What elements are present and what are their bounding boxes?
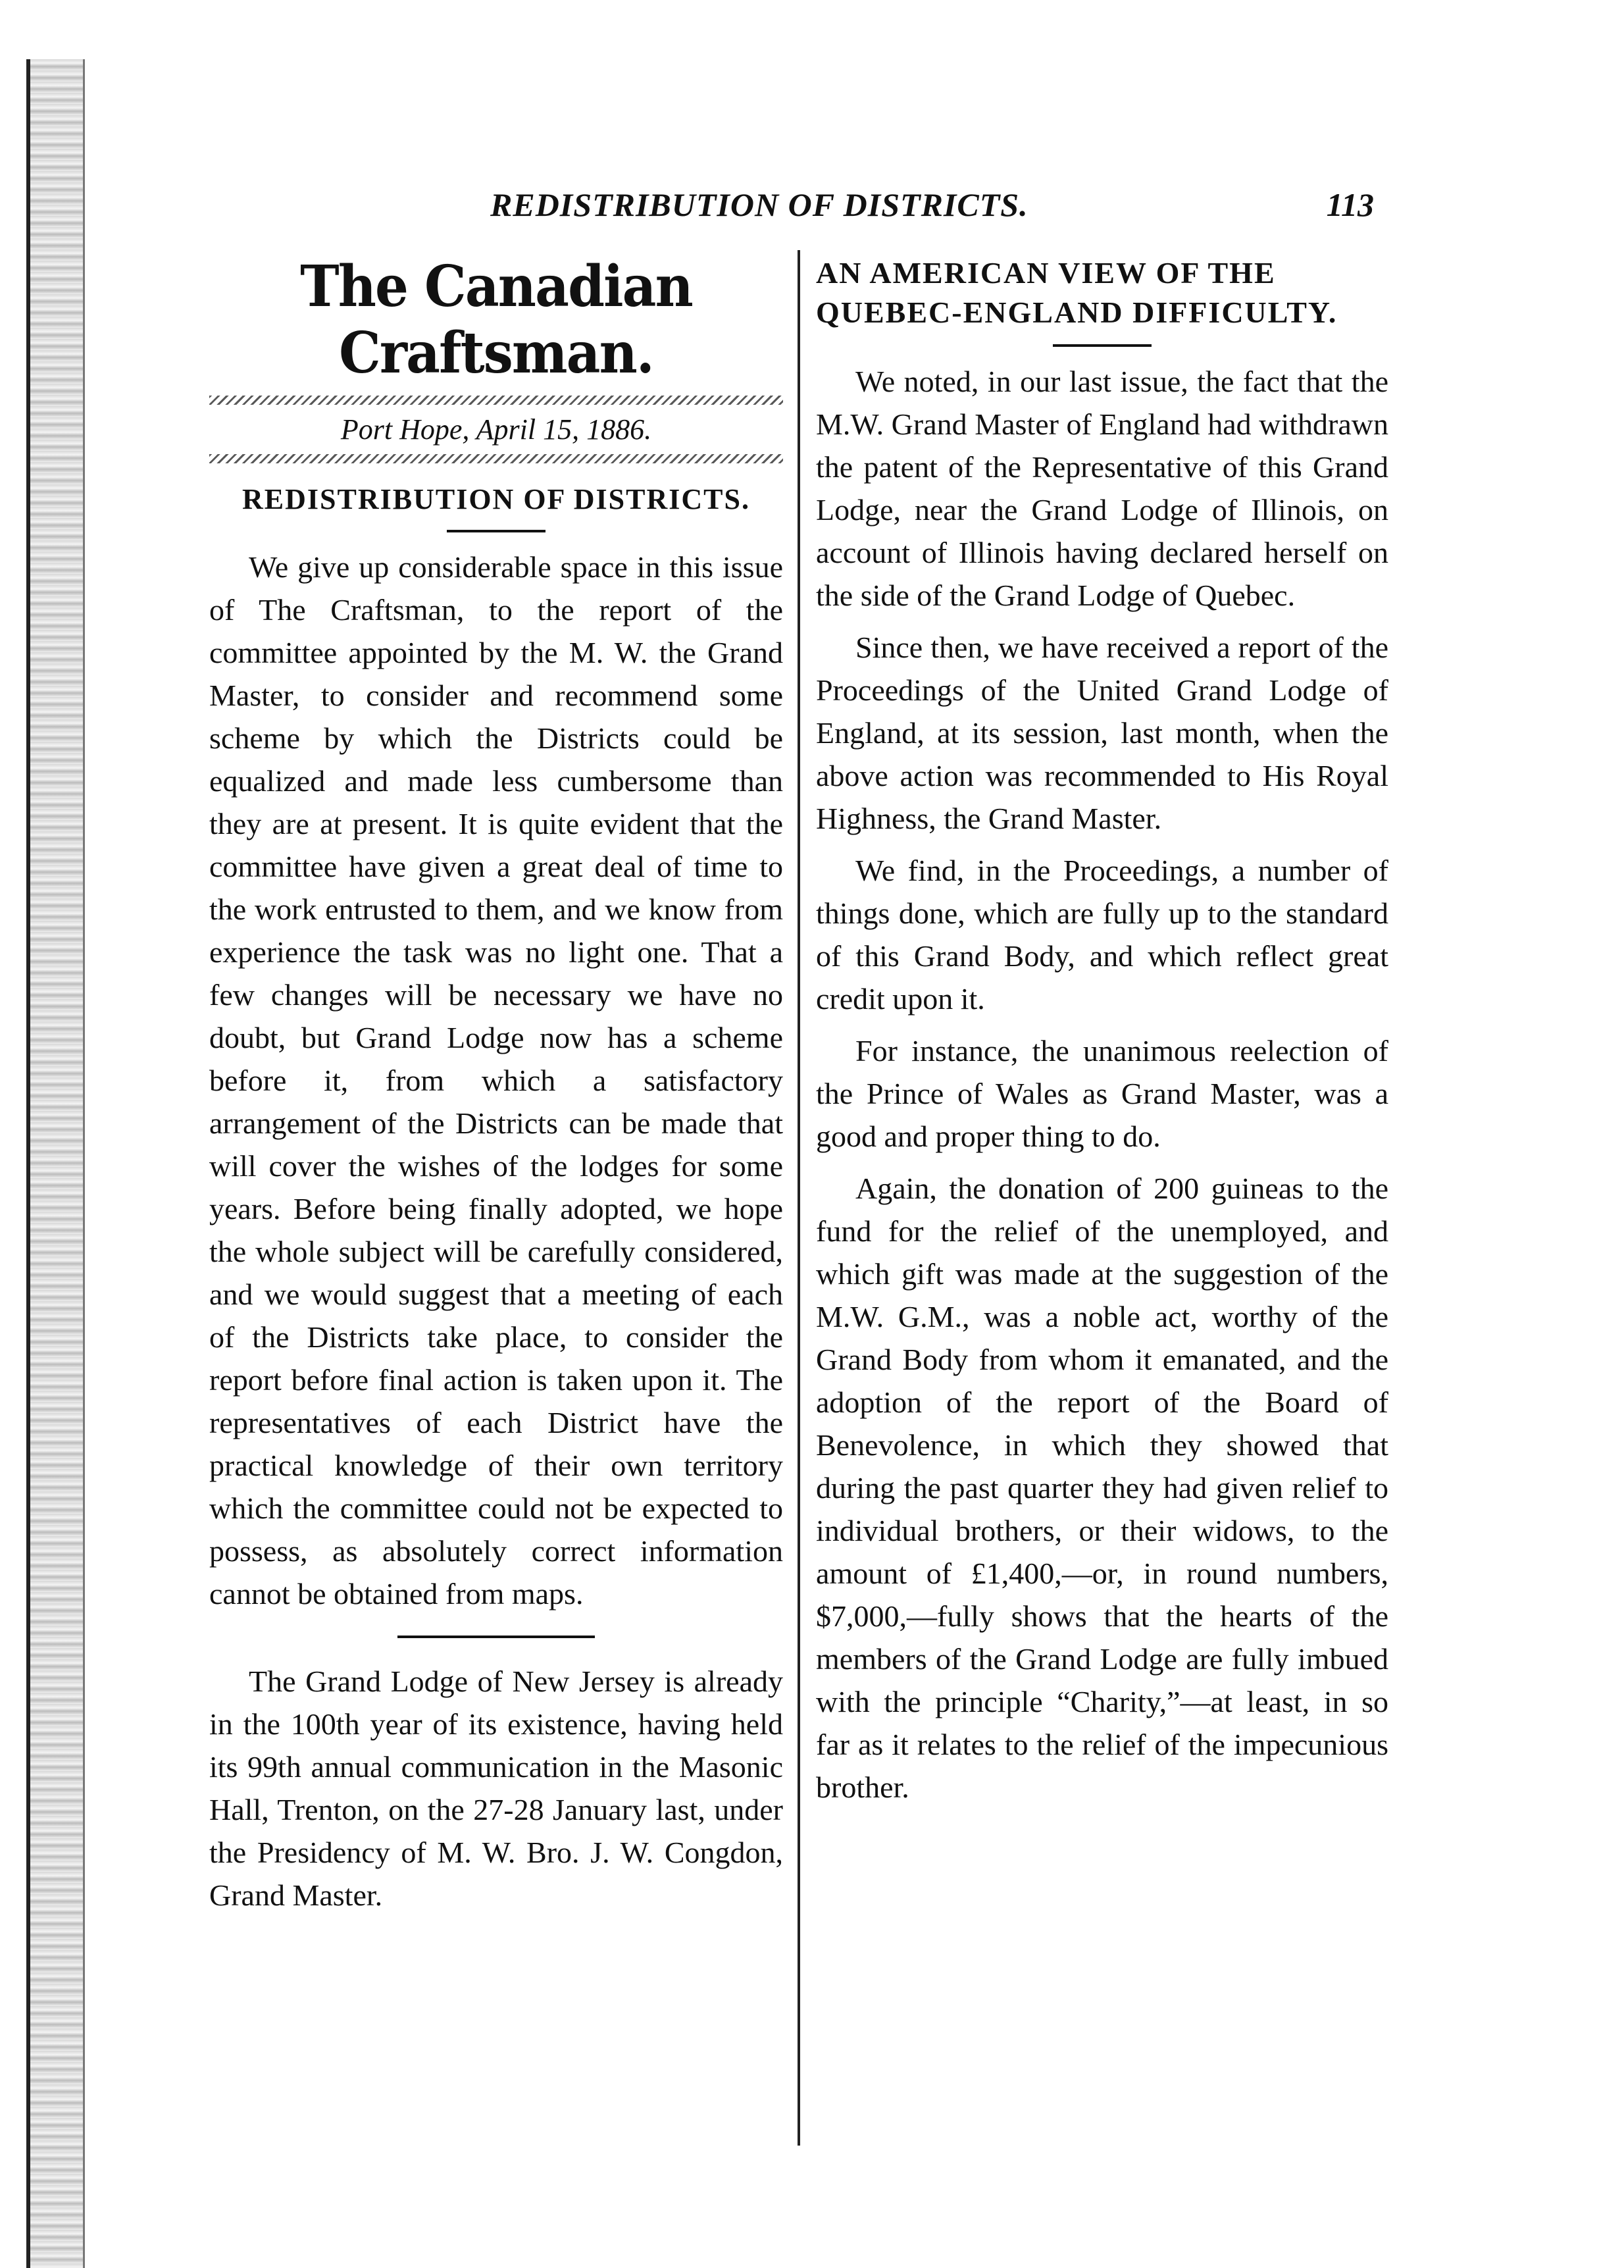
article-headline: REDISTRIBUTION OF DISTRICTS. (241, 483, 750, 515)
article-paragraph: We find, in the Proceedings, a number of things done, which are fully up to the standard of this Grand Body, and which reflect great credit upon it. (816, 853, 1388, 1016)
article-paragraph: We noted, in our last issue, the fact that the M.W. Grand Master of England had withdrawn the patent of the Representative of this Grand Lodge, near the Grand Lodge of Illinois, on account of Illinois having declared herself on the side of the Grand Lodge of Quebec. (816, 364, 1388, 612)
ornament-divider (209, 1624, 783, 1647)
column-divider (798, 250, 800, 2146)
short-rule (1053, 344, 1152, 347)
wavy-rule (209, 396, 783, 405)
wavy-rule (209, 454, 783, 463)
page-number: 113 (1326, 186, 1374, 223)
short-rule (447, 530, 546, 532)
left-column (209, 253, 783, 1926)
masthead: The Canadian Craftsman. (300, 253, 692, 386)
book-binding-edge (26, 59, 85, 2268)
ornament-line (397, 1636, 595, 1638)
article-headline: AN AMERICAN VIEW OF THE QUEBEC-ENGLAND DIFFICULTY. (816, 256, 1338, 329)
dateline: Port Hope, April 15, 1886. (340, 413, 652, 446)
article-paragraph: Since then, we have received a report of the Proceedings of the United Grand Lodge of England, at its session, last month, when the above action was recommended to His Royal Highness, the Grand Master. (816, 630, 1388, 835)
running-head: REDISTRIBUTION OF DISTRICTS. (490, 186, 1028, 223)
article-paragraph: The Grand Lodge of New Jersey is already in the 100th year of its existence, having held its 99th annual communication in the Masonic Hall, Trenton, on the 27-28 January last, under the Presidency of M. W. Bro. J. W. Congdon, Grand Master. (209, 1664, 783, 1913)
article-paragraph: We give up considerable space in this issue of The Craftsman, to the report of the committee appointed by the M. W. the Grand Master, to consider and recommend some scheme by which the Districts could be equalized and made less cumbersome than they are at present. It is quite evident that the committee have given a great deal of time to the work entrusted to them, and we know from experience the task was no light one. That a few changes will be necessary we have no doubt, but Grand Lodge now has a scheme before it, from which a satisfactory arrangement of the Districts can be made that will cover the wishes of the lodges for some years. Before being finally adopted, we hope the whole subject will be carefully considered, and we would suggest that a meeting of each of the Districts take place, to consider the report before final action is taken upon it. The representatives of each District have the practical knowledge of their own territory which the committee could not be expected to possess, as absolutely correct information cannot be obtained from maps. (209, 550, 783, 1611)
right-column (816, 253, 1388, 1818)
article-paragraph: Again, the donation of 200 guineas to the fund for the relief of the unemployed, and which gift was made at the suggestion of the M.W. G.M., was a noble act, worthy of the Grand Body from whom it emanated, and the adoption of the report of the Board of Benevolence, in which they showed that during the past quarter they had given relief to individual brothers, or their widows, to the amount of £1,400,—or, in round numbers, $7,000,—fully shows that the hearts of the members of the Grand Lodge are fully imbued with the principle “Charity,”—at least, in so far as it relates to the relief of the impecunious brother. (816, 1171, 1388, 1804)
article-paragraph: For instance, the unanimous reelection of the Prince of Wales as Grand Master, was a good and proper thing to do. (816, 1033, 1388, 1153)
